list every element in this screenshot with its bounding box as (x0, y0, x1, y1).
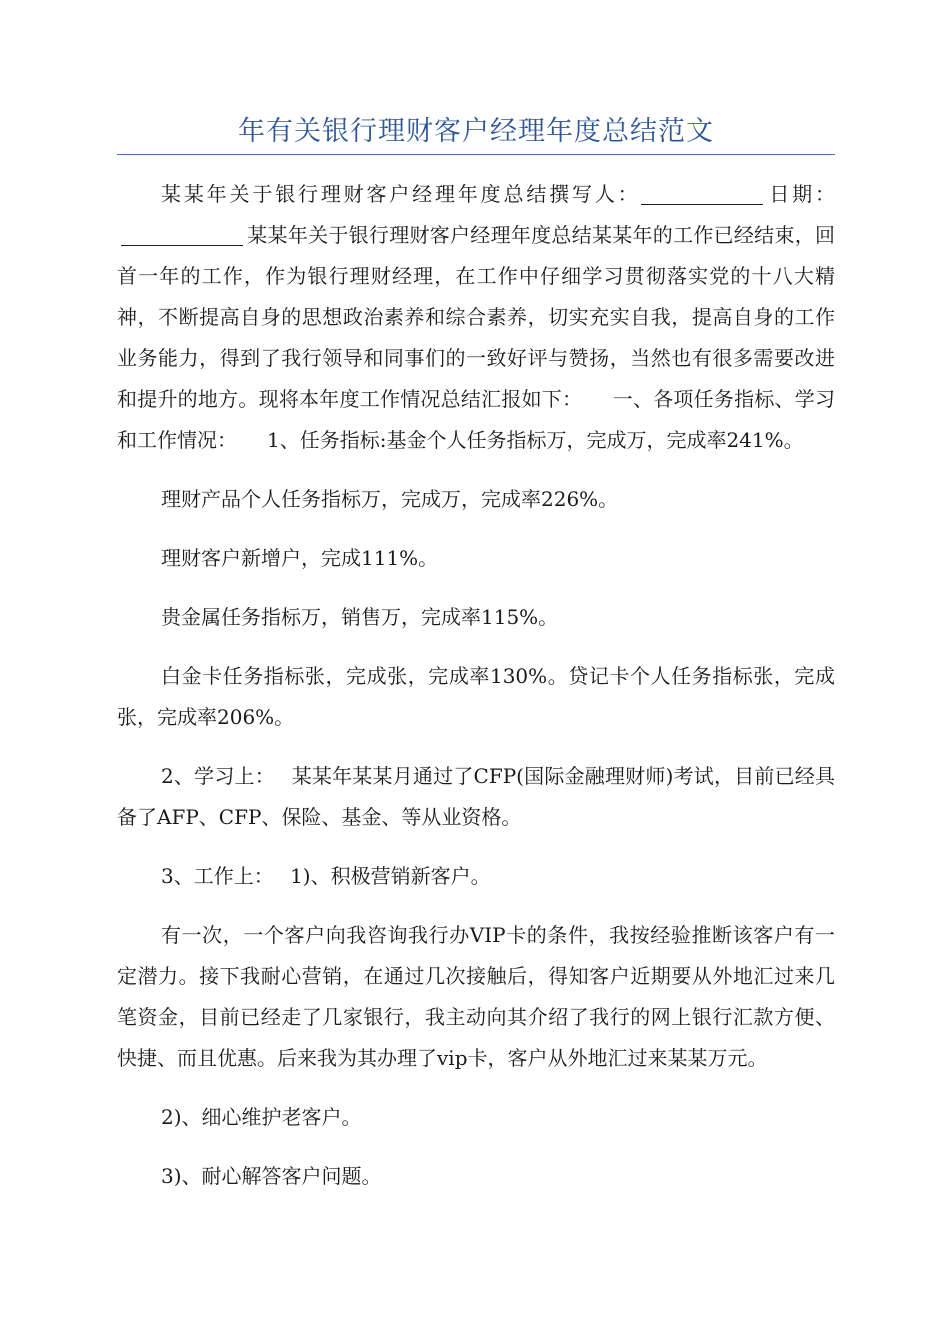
paragraph: 白金卡任务指标张，完成张，完成率130%。贷记卡个人任务指标张，完成张，完成率206%。 (117, 664, 835, 729)
intro-paragraph (117, 174, 835, 461)
date-blank (121, 223, 243, 246)
document-body (117, 174, 835, 1197)
paragraph: 3)、耐心解答客户问题。 (161, 1164, 382, 1188)
paragraph: 贵金属任务指标万，销售万，完成率115%。 (161, 605, 559, 629)
paragraph: 2)、细心维护老客户。 (161, 1105, 362, 1129)
paragraph: 理财客户新增户，完成111%。 (161, 546, 439, 570)
author-blank (641, 182, 763, 205)
intro-lead: 某某年关于银行理财客户经理年度总结撰写人： (161, 182, 641, 206)
title-underline (117, 154, 835, 155)
document-title: 年有关银行理财客户经理年度总结范文 (238, 116, 714, 147)
intro-text: 某某年关于银行理财客户经理年度总结某某年的工作已经结束，回首一年的工作，作为银行理财经理，在工作中仔细学习贯彻落实党的十八大精神，不断提高自身的思想政治素养和综合素养，切实充实自我，提高自身的工作业务能力，得到了我行领导和同事们的一致好评与赞扬，当然也有很多需要改进和提升的地方。现将本年度工作情况总结汇报如下： 一、各项任务指标、学习和工作情况： 1、任务指标:基金个人任务指标万，完成万，完成率241%。 (117, 223, 835, 452)
paragraph: 2、学习上： 某某年某某月通过了CFP(国际金融理财师)考试，目前已经具备了AFP、CFP、保险、基金、等从业资格。 (117, 764, 835, 829)
paragraph: 3、工作上： 1)、积极营销新客户。 (161, 864, 491, 888)
date-label: 日期： (766, 182, 836, 206)
paragraph: 有一次，一个客户向我咨询我行办VIP卡的条件，我按经验推断该客户有一定潜力。接下我耐心营销，在通过几次接触后，得知客户近期要从外地汇过来几笔资金，目前已经走了几家银行，我主动向其介绍了我行的网上银行汇款方便、快捷、而且优惠。后来我为其办理了vip卡，客户从外地汇过来某某万元。 (117, 923, 835, 1070)
paragraph: 理财产品个人任务指标万，完成万，完成率226%。 (161, 487, 619, 511)
